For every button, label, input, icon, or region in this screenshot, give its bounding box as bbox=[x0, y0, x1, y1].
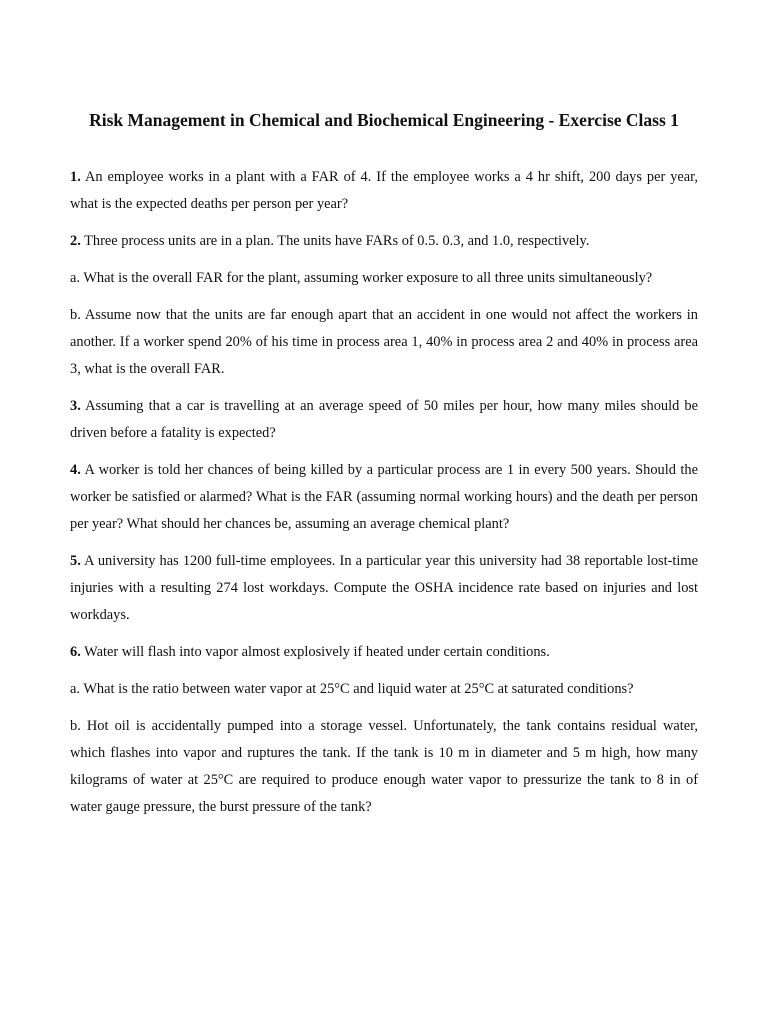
document-title: Risk Management in Chemical and Biochemical Engineering - Exercise Class 1 bbox=[89, 110, 679, 130]
question-number: 3. bbox=[70, 398, 81, 414]
question-text: b. Hot oil is accidentally pumped into a storage vessel. Unfortunately, the tank contains residual water, which flashes into vapor and ruptures the tank. If the tank is 10 m in diameter and 5 m high, how many kilograms of water at 25°C are required to produce enough water vapor to pressurize the tank to 8 in of water gauge pressure, the burst pressure of the tank? bbox=[70, 718, 698, 815]
question-text: A university has 1200 full-time employees. In a particular year this university had 38 reportable lost-time injuries with a resulting 274 lost workdays. Compute the OSHA incidence rate based on injuries and lost workdays. bbox=[70, 553, 698, 623]
question-number: 4. bbox=[70, 462, 81, 478]
question-number: 1. bbox=[70, 169, 81, 185]
question-6 bbox=[70, 639, 698, 666]
question-text: Assuming that a car is travelling at an average speed of 50 miles per hour, how many miles should be driven before a fatality is expected? bbox=[70, 398, 698, 441]
question-text: a. What is the overall FAR for the plant, assuming worker exposure to all three units simultaneously? bbox=[70, 270, 653, 286]
question-4 bbox=[70, 457, 698, 538]
question-text: Water will flash into vapor almost explosively if heated under certain conditions. bbox=[80, 644, 550, 660]
question-text: An employee works in a plant with a FAR of 4. If the employee works a 4 hr shift, 200 days per year, what is the expected deaths per person per year? bbox=[70, 169, 698, 212]
question-6a bbox=[70, 676, 698, 703]
question-3 bbox=[70, 393, 698, 447]
question-text: b. Assume now that the units are far enough apart that an accident in one would not affect the workers in another. If a worker spend 20% of his time in process area 1, 40% in process area 2 and 40% in process area 3, what is the overall FAR. bbox=[70, 307, 698, 377]
question-2 bbox=[70, 228, 698, 255]
question-text: A worker is told her chances of being killed by a particular process are 1 in every 500 years. Should the worker be satisfied or alarmed? What is the FAR (assuming normal working hours) and the death per person per year? What should her chances be, assuming an average chemical plant? bbox=[70, 462, 698, 532]
question-2b bbox=[70, 302, 698, 383]
question-text: Three process units are in a plan. The units have FARs of 0.5. 0.3, and 1.0, respectively. bbox=[80, 233, 590, 249]
document-page bbox=[70, 108, 698, 831]
question-text: a. What is the ratio between water vapor at 25°C and liquid water at 25°C at saturated conditions? bbox=[70, 681, 634, 697]
question-number: 2. bbox=[70, 233, 81, 249]
question-5 bbox=[70, 548, 698, 629]
question-2a bbox=[70, 265, 698, 292]
question-number: 5. bbox=[70, 553, 81, 569]
question-6b bbox=[70, 713, 698, 821]
question-number: 6. bbox=[70, 644, 81, 660]
question-1 bbox=[70, 164, 698, 218]
